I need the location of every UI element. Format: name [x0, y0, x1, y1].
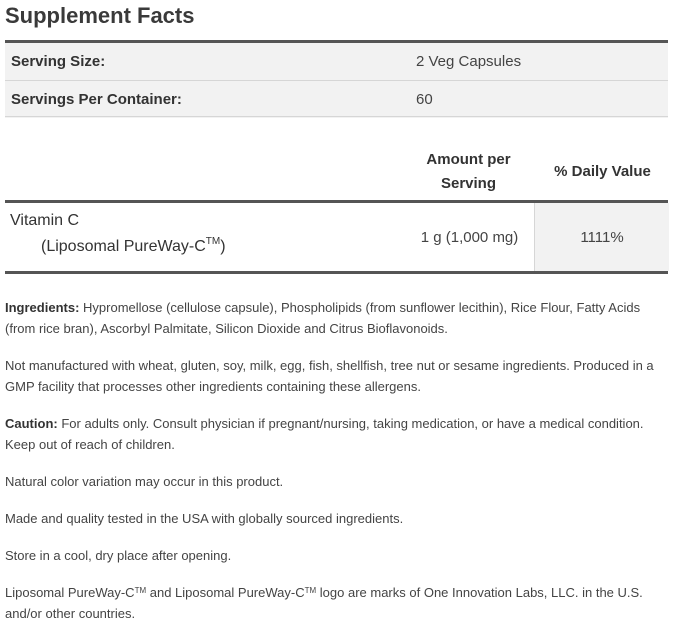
trademark-part3: logo are marks of One Innovation Labs, LLC. in the U.S. and/or other countries. [5, 585, 643, 621]
trademark-note [5, 582, 665, 624]
serving-table-divider [5, 116, 668, 117]
storage-note: Store in a cool, dry place after opening. [5, 548, 232, 563]
nutrient-name-cell [5, 203, 405, 271]
trademark-mark: TM [205, 236, 221, 247]
nutrient-table [5, 200, 668, 274]
amount-per-serving-header [405, 148, 532, 196]
caution-text: For adults only. Consult physician if pregnant/nursing, taking medication, or have a medical condition. Keep out of reach of children. [5, 416, 644, 452]
allergen-note: Not manufactured with wheat, gluten, soy, milk, egg, fish, shellfish, tree nut or sesame ingredients. Produced in a GMP facility that processes other ingredients containing these allergens. [5, 358, 654, 394]
serving-size-label: Serving Size: [11, 53, 106, 70]
product-notes [5, 297, 665, 640]
color-variation-note: Natural color variation may occur in this product. [5, 474, 284, 489]
amount-header-line1: Amount per [426, 151, 511, 168]
nutrient-table-header [5, 140, 668, 200]
daily-value-header: % Daily Value [554, 163, 651, 180]
nutrient-amount: 1 g (1,000 mg) [420, 228, 519, 246]
serving-info-table [5, 40, 668, 118]
ingredients-label: Ingredients: [5, 300, 80, 315]
made-in-usa-note: Made and quality tested in the USA with globally sourced ingredients. [5, 511, 404, 526]
nutrient-sub-name-text: (Liposomal PureWay-C [41, 238, 206, 255]
ingredients-paragraph [5, 297, 665, 339]
nutrient-daily-value: 1111% [534, 203, 669, 271]
ingredients-text: Hypromellose (cellulose capsule), Phospholipids (from sunflower lecithin), Rice Flour, Fatty Acids (from rice bran), Ascorbyl Palmitate, Silicon Dioxide and Citrus Bioflavonoids. [5, 300, 641, 336]
nutrient-name: Vitamin C [10, 212, 80, 229]
servings-per-container-row [5, 80, 668, 118]
servings-per-container-label: Servings Per Container: [11, 91, 182, 108]
trademark-part2: and Liposomal PureWay-C [146, 585, 305, 600]
nutrient-sub-name-close: ) [220, 238, 226, 255]
trademark-mark-2: TM [304, 586, 317, 595]
trademark-part1: Liposomal PureWay-C [5, 585, 135, 600]
serving-size-row [5, 43, 668, 80]
page-title: Supplement Facts [5, 3, 195, 28]
caution-paragraph [5, 413, 665, 455]
nutrient-sub-name [41, 238, 226, 256]
serving-size-value: 2 Veg Capsules [416, 53, 522, 70]
amount-header-line2: Serving [440, 175, 497, 192]
caution-label: Caution: [5, 416, 58, 431]
trademark-mark-1: TM [134, 586, 147, 595]
servings-per-container-value: 60 [416, 91, 433, 108]
